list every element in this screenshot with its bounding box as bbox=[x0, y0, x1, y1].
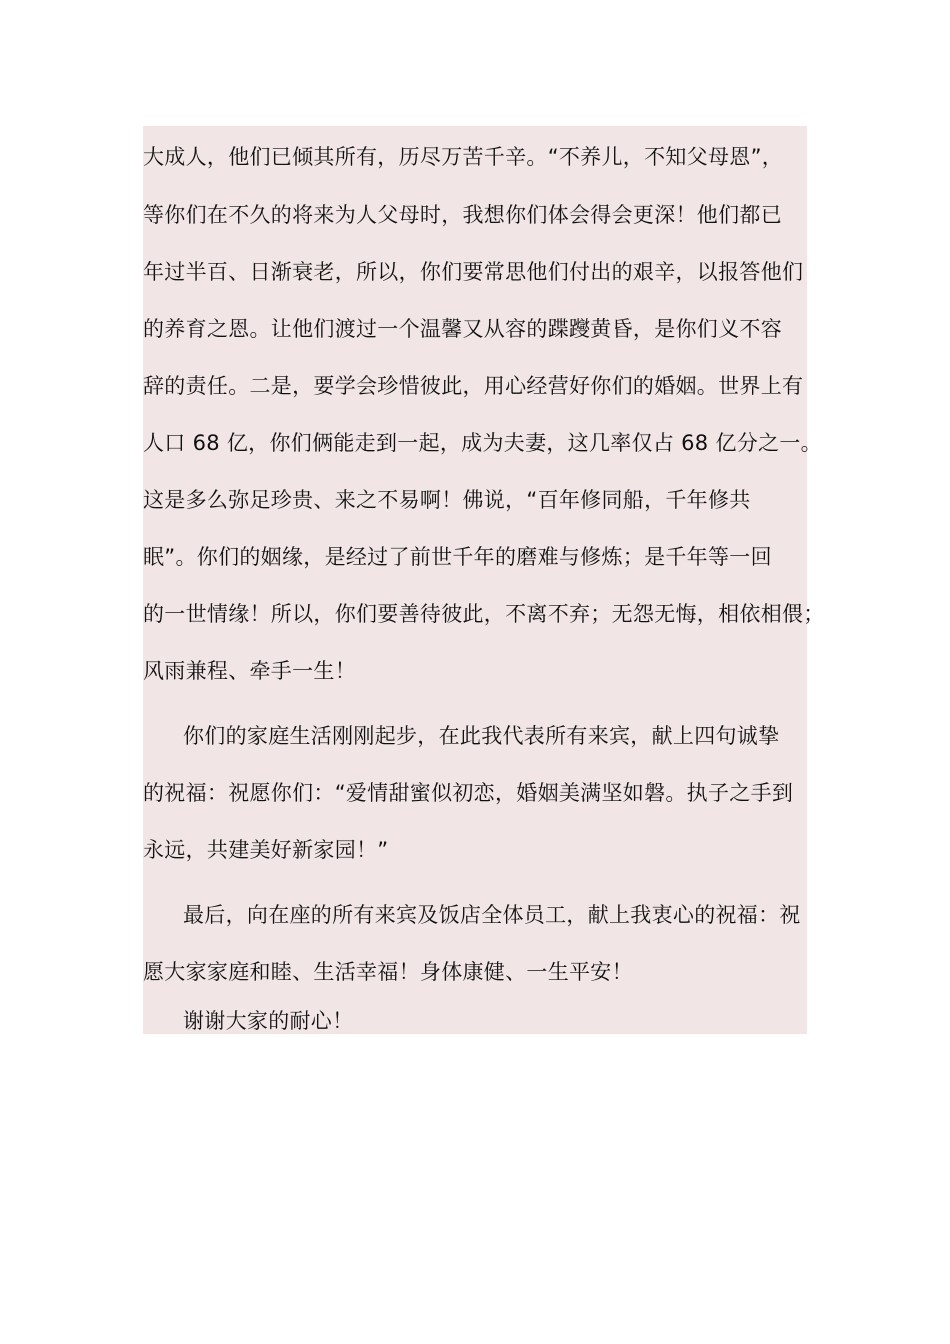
paragraph-line: 愿大家家庭和睦、生活幸福！身体康健、一生平安！ bbox=[143, 960, 633, 984]
paragraph-line: 永远，共建美好新家园！” bbox=[143, 838, 389, 862]
paragraph-line: 辞的责任。二是，要学会珍惜彼此，用心经营好你们的婚姻。世界上有 bbox=[143, 374, 804, 398]
paragraph-line: 大成人，他们已倾其所有，历尽万苦千辛。“不养儿，不知父母恩”， bbox=[143, 145, 784, 169]
paragraph-line: 人口 68 亿，你们俩能走到一起，成为夫妻，这几率仅占 68 亿分之一。 bbox=[143, 431, 822, 455]
paragraph-line: 风雨兼程、牵手一生！ bbox=[143, 659, 356, 683]
paragraph-line: 的养育之恩。让他们渡过一个温馨又从容的蹀躞黄昏，是你们义不容 bbox=[143, 317, 782, 341]
paragraph-line: 的一世情缘！所以，你们要善待彼此，不离不弃；无怨无悔，相依相偎； bbox=[143, 602, 825, 626]
paragraph-line: 等你们在不久的将来为人父母时，我想你们体会得会更深！他们都已 bbox=[143, 203, 782, 227]
paragraph-line: 这是多么弥足珍贵、来之不易啊！佛说，“百年修同船，千年修共 bbox=[143, 488, 751, 512]
closing-line: 谢谢大家的耐心！ bbox=[183, 1009, 354, 1033]
paragraph-line: 的祝福：祝愿你们：“爱情甜蜜似初恋，婚姻美满坚如磐。执子之手到 bbox=[143, 781, 794, 805]
paragraph-line: 年过半百、日渐衰老，所以，你们要常思他们付出的艰辛，以报答他们 bbox=[143, 260, 804, 284]
paragraph-line: 眠”。你们的姻缘，是经过了前世千年的磨难与修炼；是千年等一回 bbox=[143, 545, 772, 569]
paragraph-line: 你们的家庭生活刚刚起步，在此我代表所有来宾，献上四句诚挚 bbox=[183, 724, 780, 748]
paragraph-line: 最后，向在座的所有来宾及饭店全体员工，献上我衷心的祝福：祝 bbox=[183, 903, 801, 927]
